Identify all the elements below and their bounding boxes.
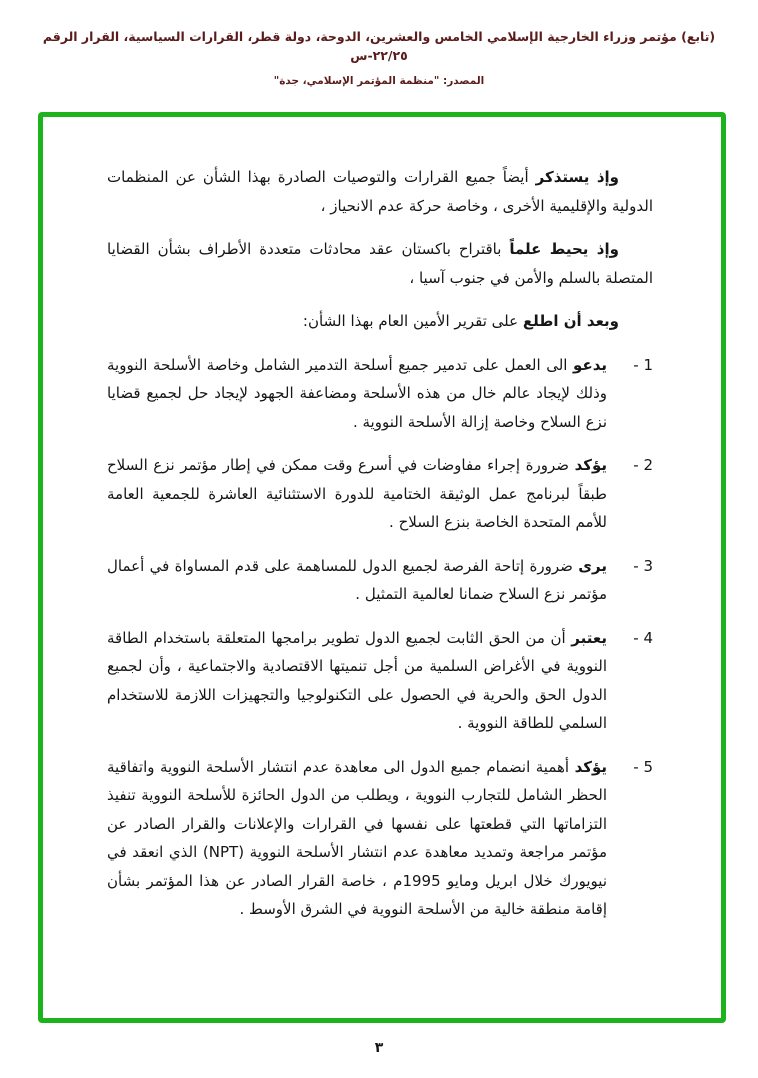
resolution-item bbox=[107, 451, 653, 537]
preamble-paragraph bbox=[107, 163, 653, 220]
page-footer bbox=[0, 1037, 758, 1056]
item-number: 1 - bbox=[633, 355, 653, 374]
green-frame bbox=[38, 112, 726, 1023]
preamble-text: باقتراح باكستان عقد محادثات متعددة الأطراف بشأن القضايا المتصلة بالسلم والأمن في جنوب آسيا ، bbox=[107, 240, 653, 287]
page-number: ٣ bbox=[374, 1040, 384, 1056]
preamble-text: على تقرير الأمين العام بهذا الشأن: bbox=[302, 312, 519, 330]
preamble-text: أيضاً جميع القرارات والتوصيات الصادرة بهذا الشأن عن المنظمات الدولية والإقليمية الأخرى ، وخاصة حركة عدم الانحياز ، bbox=[107, 168, 653, 215]
preamble-lead: وبعد أن اطلع bbox=[522, 312, 619, 330]
preamble-paragraph bbox=[107, 307, 653, 336]
item-body-text: أهمية انضمام جميع الدول الى معاهدة عدم انتشار الأسلحة النووية واتفاقية الحظر الشامل للتجارب النووية ، ويطلب من الدول الحائزة للأسلحة النووية تنفيذ التزاماتها التي قطعتها على نفسها في القرارات والإعلانات والقرار الصادر عن مؤتمر مراجعة وتمديد معاهدة عدم انتشار الأسلحة النووية (NPT) الذي انعقد في نيويورك خلال ابريل ومايو 1995م ، خاصة القرار الصادر عن هذا المؤتمر بشأن إقامة منطقة خالية من الأسلحة النووية في الشرق الأوسط . bbox=[107, 757, 607, 918]
item-number: 5 - bbox=[633, 757, 653, 776]
document-body bbox=[43, 117, 721, 1018]
item-paragraph bbox=[107, 624, 607, 738]
item-number: 4 - bbox=[633, 628, 653, 647]
item-number: 3 - bbox=[633, 556, 653, 575]
item-body-text: ضرورة إجراء مفاوضات في أسرع وقت ممكن في إطار مؤتمر نزع السلاح طبقاً لبرنامج عمل الوثيقة الختامية للدورة الاستثنائية العاشرة للجمعية العامة للأمم المتحدة الخاصة بنزع السلاح . bbox=[107, 456, 607, 531]
preamble-lead: وإذ يحيط علماً bbox=[509, 240, 619, 258]
item-paragraph bbox=[107, 351, 607, 437]
item-lead: يؤكد bbox=[574, 757, 607, 776]
item-lead: يعتبر bbox=[571, 628, 607, 647]
item-lead: يدعو bbox=[573, 355, 607, 374]
document-title: (تابع) مؤتمر وزراء الخارجية الإسلامي الخامس والعشرين، الدوحة، دولة قطر، القرارات السياسية، القرار الرقم ٢٢/٢٥-س bbox=[42, 29, 716, 63]
resolution-item bbox=[107, 552, 653, 609]
item-paragraph bbox=[107, 552, 607, 609]
item-body-text: ضرورة إتاحة الفرصة لجميع الدول للمساهمة على قدم المساواة في أعمال مؤتمر نزع السلاح ضمانا لعالمية التمثيل . bbox=[107, 556, 607, 603]
item-body-text: أن من الحق الثابت لجميع الدول تطوير برامجها المتعلقة باستخدام الطاقة النووية في الأغراض السلمية من أجل تنميتها الاقتصادية والاجتماعية ، وأن لجميع الدول الحق والحرية في الحصول على التكنولوجيا والتجهيزات اللازمة للاستخدام السلمي للطاقة النووية . bbox=[107, 628, 607, 732]
resolution-item bbox=[107, 351, 653, 437]
item-paragraph bbox=[107, 753, 607, 924]
item-body-text: الى العمل على تدمير جميع أسلحة التدمير الشامل وخاصة الأسلحة النووية وذلك لإيجاد عالم خال من هذه الأسلحة ومضاعفة الجهود لإيجاد حل لجميع قضايا نزع السلاح وخاصة إزالة الأسلحة النووية . bbox=[107, 355, 607, 431]
item-number: 2 - bbox=[633, 456, 653, 474]
item-lead: يرى bbox=[578, 556, 607, 575]
resolution-item bbox=[107, 624, 653, 738]
item-paragraph bbox=[107, 451, 607, 537]
document-header bbox=[0, 0, 758, 87]
resolution-item bbox=[107, 753, 653, 924]
preamble-lead: وإذ يستذكر bbox=[535, 168, 619, 186]
item-lead: يؤكد bbox=[574, 456, 607, 474]
document-source: المصدر: "منظمة المؤتمر الإسلامي، جدة" bbox=[273, 74, 485, 87]
preamble-paragraph bbox=[107, 235, 653, 292]
